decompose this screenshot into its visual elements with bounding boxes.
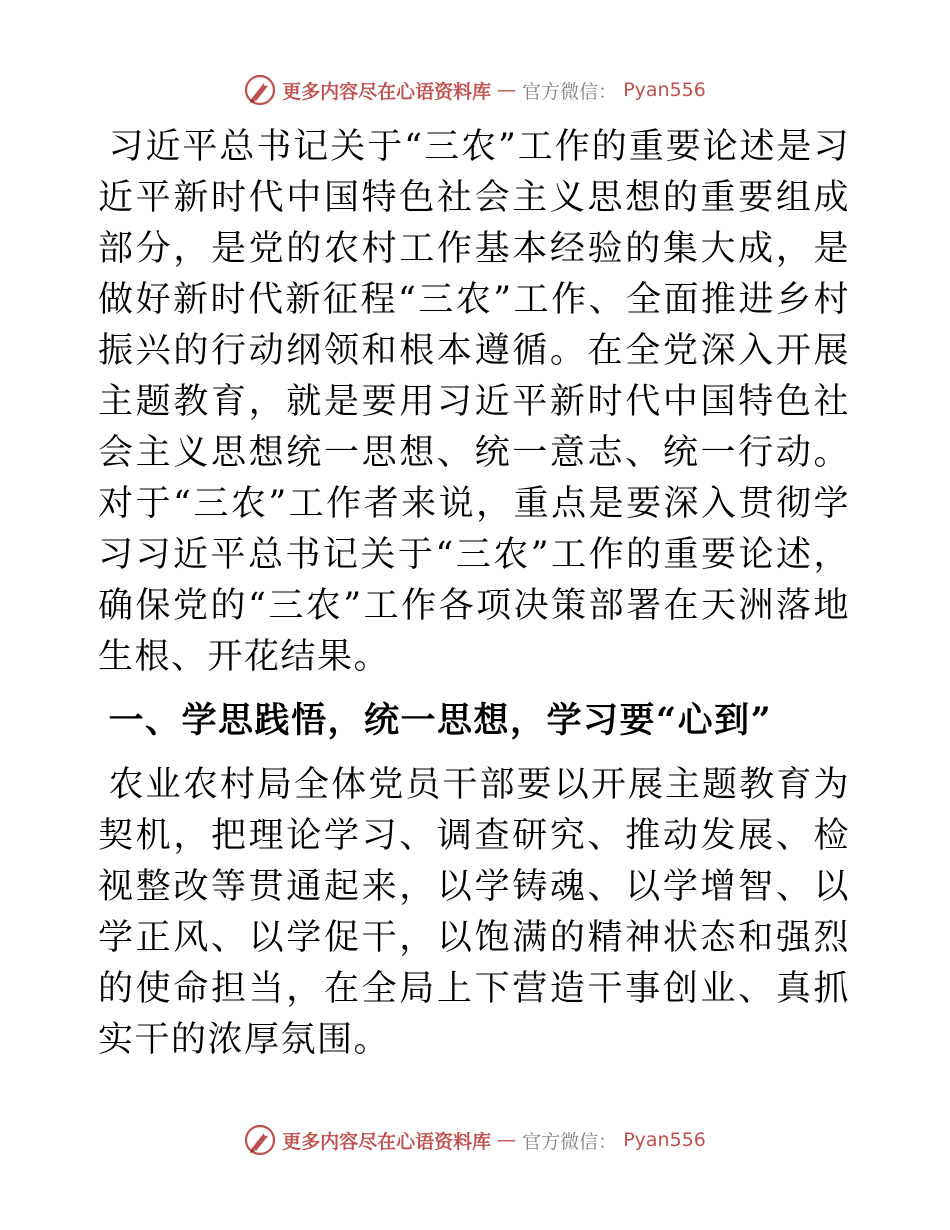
pen-logo-icon — [244, 1124, 276, 1156]
watermark-label: 官方微信： — [522, 80, 618, 103]
watermark-handle: Pyan556 — [623, 1129, 706, 1151]
footer-watermark — [0, 1124, 950, 1156]
paragraph-intro: 习近平总书记关于“三农”工作的重要论述是习近平新时代中国特色社会主义思想的重要组成部分，是党的农村工作基本经验的集大成，是做好新时代新征程“三农”工作、全面推进乡村振兴的行动纲领和根本遵循。在全党深入开展主题教育，就是要用习近平新时代中国特色社会主义思想统一思想、统一意志、统一行动。对于“三农”工作者来说，重点是要深入贯彻学习习近平总书记关于“三农”工作的重要论述，确保党的“三农”工作各项决策部署在天洲落地生根、开花结果。 — [98, 127, 850, 677]
watermark-brand: 更多内容尽在心语资料库 — [282, 80, 492, 103]
header-watermark — [0, 74, 950, 106]
paragraph-section-1: 农业农村局全体党员干部要以开展主题教育为契机，把理论学习、调查研究、推动发展、检视整改等贯通起来，以学铸魂、以学增智、以学正风、以学促干，以饱满的精神状态和强烈的使命担当，在全局上下营造干事创业、真抓实干的浓厚氛围。 — [98, 765, 850, 1060]
pen-logo-icon — [244, 74, 276, 106]
document-body — [98, 122, 850, 1066]
watermark-separator: — — [497, 1129, 517, 1151]
watermark-brand: 更多内容尽在心语资料库 — [282, 1130, 492, 1153]
watermark-label: 官方微信： — [522, 1130, 618, 1153]
section-heading-1: 一、学思践悟，统一思想，学习要“心到” — [108, 700, 773, 741]
watermark-handle: Pyan556 — [623, 79, 706, 101]
watermark-separator: — — [497, 79, 517, 101]
